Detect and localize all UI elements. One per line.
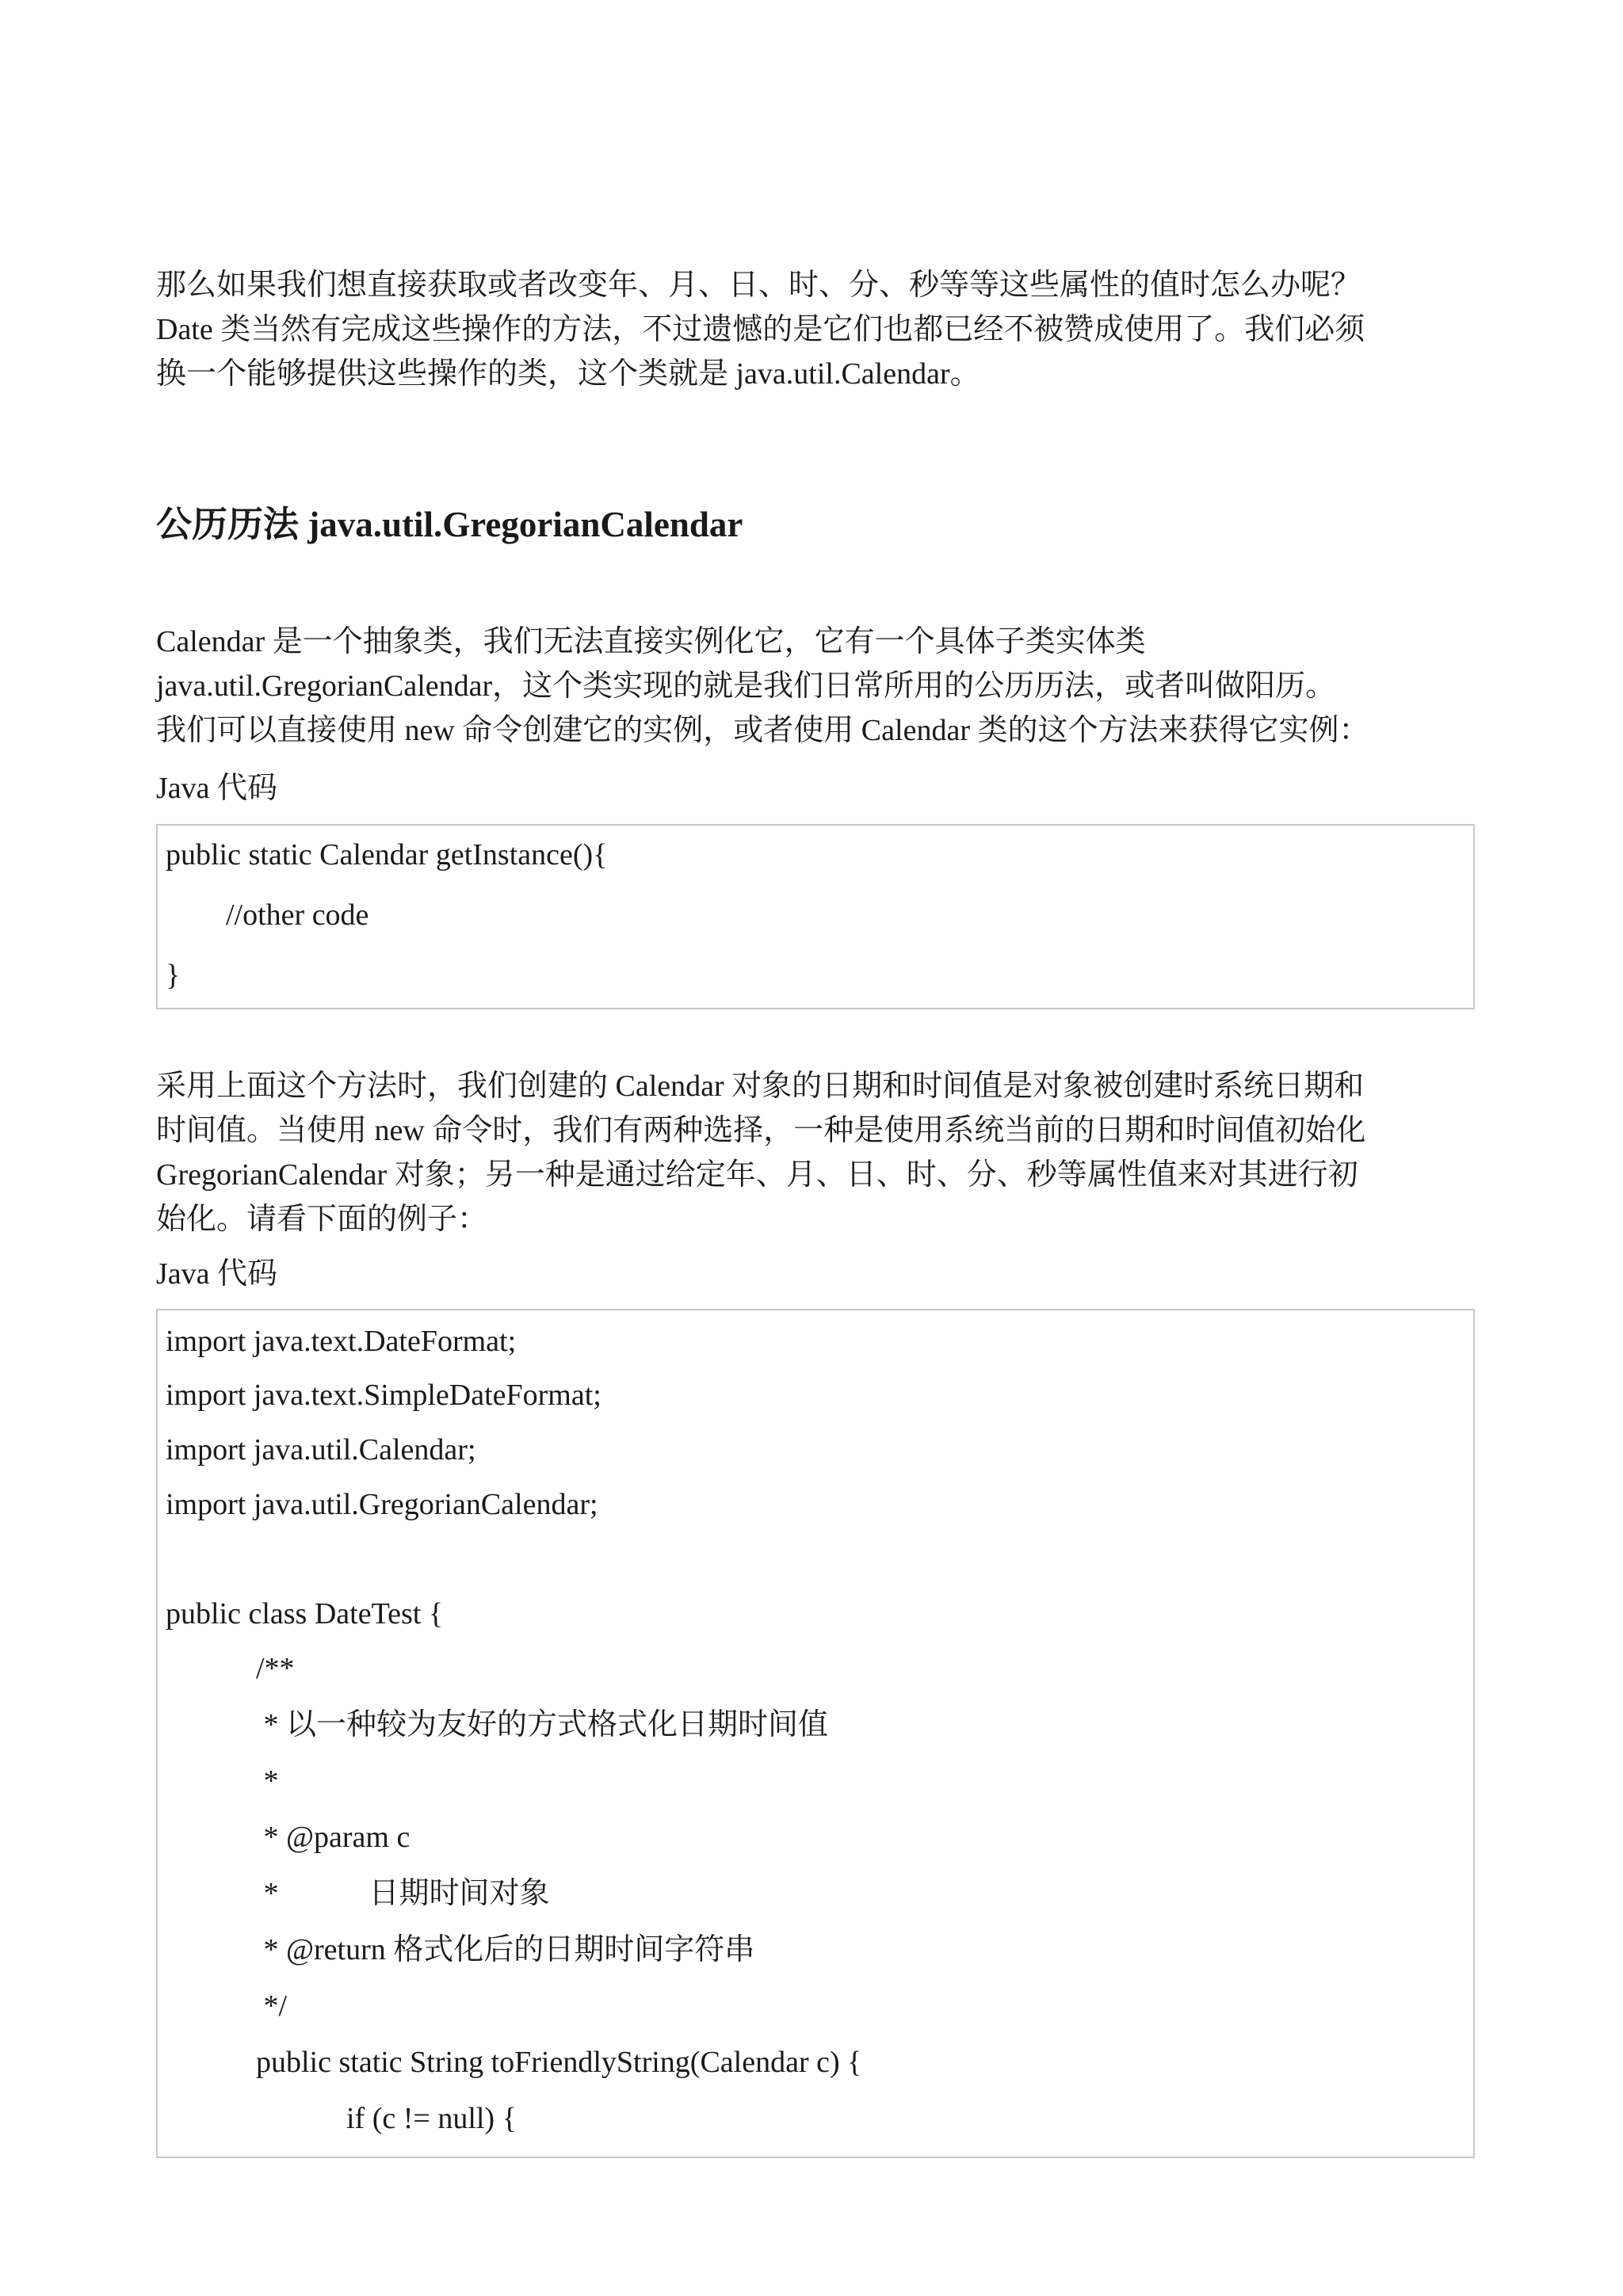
code-2-line-10: * @param c	[166, 1821, 411, 1854]
code-2-line-8: * 以一种较为友好的方式格式化日期时间值	[166, 1708, 829, 1741]
usage-line-2: 时间值。当使用 new 命令时，我们有两种选择，一种是使用系统当前的日期和时间值初始化	[156, 1114, 1366, 1147]
code-2-line-11: * 日期时间对象	[166, 1877, 550, 1910]
code-1-line-1: public static Calendar getInstance(){	[166, 838, 608, 871]
calendar-line-1: Calendar 是一个抽象类，我们无法直接实例化它，它有一个具体子类实体类	[156, 625, 1146, 658]
calendar-paragraph	[156, 620, 1484, 753]
code-1-line-2: //other code	[166, 898, 369, 932]
code-block-2	[156, 1309, 1475, 2158]
code-2-line-3: import java.util.Calendar;	[166, 1433, 476, 1466]
usage-line-3: GregorianCalendar 对象；另一种是通过给定年、月、日、时、分、秒等属性值来对其进行初	[156, 1158, 1358, 1192]
code-2-line-2: import java.text.SimpleDateFormat;	[166, 1379, 601, 1412]
intro-line-3: 换一个能够提供这些操作的类，这个类就是 java.util.Calendar。	[156, 357, 980, 391]
code-2-line-14: public static String toFriendlyString(Calendar c) {	[166, 2046, 862, 2079]
calendar-line-3: 我们可以直接使用 new 命令创建它的实例，或者使用 Calendar 类的这个方法来获得它实例：	[156, 714, 1369, 747]
code-2-line-1: import java.text.DateFormat;	[166, 1325, 517, 1358]
code-block-1	[156, 824, 1475, 1009]
intro-line-1: 那么如果我们想直接获取或者改变年、月、日、时、分、秒等等这些属性的值时怎么办呢？	[156, 269, 1361, 302]
code-2-line-7: /**	[166, 1652, 295, 1685]
usage-line-4: 始化。请看下面的例子：	[156, 1203, 488, 1236]
code-2-line-15: if (c != null) {	[166, 2102, 517, 2135]
code-label-2: Java 代码	[156, 1257, 278, 1291]
code-2-line-12: * @return 格式化后的日期时间字符串	[166, 1933, 755, 1966]
intro-paragraph	[156, 263, 1484, 396]
section-heading: 公历历法 java.util.GregorianCalendar	[156, 505, 743, 544]
code-2-line-9: *	[166, 1764, 279, 1798]
code-2-line-4: import java.util.GregorianCalendar;	[166, 1488, 598, 1521]
code-1-line-3: }	[166, 959, 181, 992]
usage-line-1: 采用上面这个方法时，我们创建的 Calendar 对象的日期和时间值是对象被创建时系统日期和	[156, 1070, 1365, 1103]
code-2-line-13: */	[166, 1989, 288, 2023]
code-2-line-6: public class DateTest {	[166, 1597, 444, 1630]
calendar-line-2: java.util.GregorianCalendar，这个类实现的就是我们日常所用的公历历法，或者叫做阳历。	[156, 669, 1336, 703]
usage-paragraph	[156, 1064, 1484, 1241]
code-label-1: Java 代码	[156, 772, 278, 805]
intro-line-2: Date 类当然有完成这些操作的方法，不过遗憾的是它们也都已经不被赞成使用了。我们必须	[156, 313, 1365, 346]
